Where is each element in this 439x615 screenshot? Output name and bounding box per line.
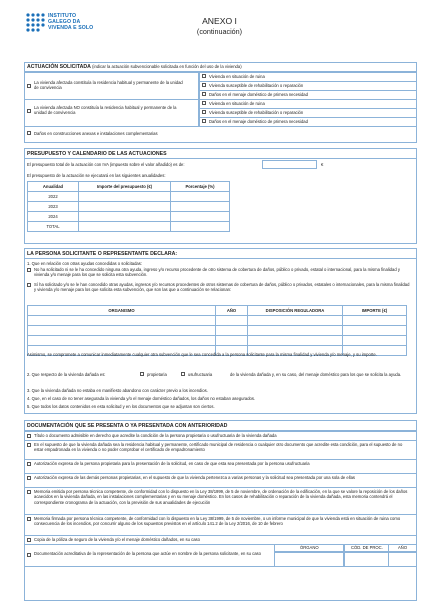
doc-label: Título o documento admisible en derecho que acredite la condición de la persona propietaria o usufructuaria de la vivienda dañada: [34, 433, 277, 438]
doc-checkbox[interactable]: [27, 434, 31, 438]
amount-input[interactable]: [343, 326, 407, 336]
column-header: Porcentaje (%): [171, 182, 230, 192]
usufructuaria-checkbox[interactable]: [181, 372, 185, 376]
option-b-checkbox[interactable]: [27, 283, 31, 287]
option-label: Vivienda en situación de ruina: [209, 74, 265, 79]
table-row: [28, 202, 230, 212]
budget-table: [27, 181, 230, 232]
regulation-input[interactable]: [248, 326, 343, 336]
option-a-checkbox[interactable]: [27, 268, 31, 272]
section-title-note: (indicar la actuación subvencionable solicitada en función del uso de la vivienda): [92, 64, 242, 69]
option-checkbox[interactable]: [202, 110, 206, 114]
percent-input[interactable]: [171, 222, 230, 232]
option-checkbox[interactable]: [202, 119, 206, 123]
table-row: [28, 222, 230, 232]
group1-checkbox[interactable]: [27, 84, 31, 88]
option-checkbox[interactable]: [202, 83, 206, 87]
year-input[interactable]: [216, 336, 248, 346]
option-label: Vivienda en situación de ruina: [209, 101, 265, 106]
doc-checkbox[interactable]: [27, 476, 31, 480]
year-input[interactable]: [216, 326, 248, 336]
option-label: Vivienda susceptible de rehabilitación o reparación: [209, 83, 304, 88]
section-title-text: ACTUACIÓN SOLICITADA: [27, 64, 91, 70]
group1-label: La vivienda afectada constituía la residencia habitual y permanente de la unidad de convivencia: [34, 80, 183, 91]
doc-label: Copia de la póliza de seguro de la vivienda y/o el menaje doméstico dañados, en su caso: [34, 537, 200, 542]
table-header-row: [28, 182, 230, 192]
option-a-label: No ha solicitado ni se le ha concedido ninguna otra ayuda, ingreso y/o recurso procedente de otro sistema de cobertura de daños, público o privado, estatal o internacional, para la misma finalidad y vivienda y/o menaje para los que se solicita esta subvención.: [34, 267, 400, 278]
total-input[interactable]: [262, 160, 317, 169]
currency-symbol: €: [321, 162, 324, 167]
regulation-input[interactable]: [248, 316, 343, 326]
table-header-row: [28, 306, 407, 316]
section-title: DOCUMENTACIÓN QUE SE PRESENTA O YA PRESENTADA CON ANTERIORIDAD: [27, 423, 228, 429]
doc-label: En el supuesto de que la vivienda dañada sea la residencia habitual y permanente, certificado municipal de residencia o cualquier otro documento que acredite esta condición, para el supuesto de no estar empadronada en la vivienda o no poder comprobar el certificado de empadronamiento: [34, 442, 403, 453]
doc-label: Memoria firmada por persona técnica competente, de conformidad con lo dispuesto en la Ley 38/1999, de 5 de noviembre, o un informe municipal de que la vivienda está en situación de ruina como consecuencia de los incendios, por concurrir alguno de los supuestos previstos en el artículo 141.2 de la Ley 2/2016, de 10 de febrero: [34, 516, 401, 527]
page-subtitle: (continuación): [196, 27, 243, 36]
year-cell: 2024: [28, 212, 79, 222]
commitment-text: Asimismo, se compromete a comunicar inmediatamente cualquier otra subvención que le sea concedida a la persona solicitante para la misma finalidad y vivienda y/o menaje, y su importe.: [27, 352, 377, 357]
group2-label: La vivienda afectada NO constituía la residencia habitual y permanente de la unidad de convivencia: [34, 105, 177, 116]
column-header: DISPOSICIÓN REGULADORA: [248, 306, 343, 316]
other-aids-table: [27, 305, 407, 356]
doc-label: Memoria emitida por persona técnica competente, de conformidad con lo dispuesto en la Ley 38/1999, de 5 de noviembre, de ordenación de la edificación, en la que se valore la reposición de los daños acaecidos en la vivienda dañada, en las instalaciones complementarias y en su menaje doméstico. En los casos de rehabilitación o reparación de la vivienda dañada, esta memoria contendrá el correspondiente cronograma de la actuación, con la previsión de sus anualidades de ejecución: [34, 489, 408, 505]
section-title: LA PERSONA SOLICITANTE O REPRESENTANTE DECLARA:: [27, 251, 178, 257]
declaration-item: 3. Que la vivienda dañada no estaba en manifiesto abandono con carácter previo a los incendios.: [27, 388, 208, 393]
doc-checkbox[interactable]: [27, 538, 31, 542]
year-input[interactable]: [216, 316, 248, 326]
amount-input[interactable]: [343, 336, 407, 346]
amount-input[interactable]: [79, 222, 171, 232]
extra-label: Daños en construcciones anexas e instalaciones complementarias: [34, 131, 158, 136]
table-row: [28, 192, 230, 202]
doc-label: Documentación acreditativa de la representación de la persona que actúe en nombre de la persona solicitante, en su caso: [34, 551, 261, 556]
percent-input[interactable]: [171, 212, 230, 222]
regulation-input[interactable]: [248, 336, 343, 346]
amount-input[interactable]: [79, 202, 171, 212]
table-row: [28, 326, 407, 336]
declaration-item: 1. Que en relación con otras ayudas concedidas o solicitadas:: [27, 261, 142, 266]
column-header: CÓD. DE PROC.: [351, 545, 383, 550]
total-label: El presupuesto total de la actuación con IVA (impuesto sobre el valor añadido) es de:: [27, 162, 185, 167]
option-label: Vivienda susceptible de rehabilitación o reparación: [209, 110, 304, 115]
propietaria-checkbox[interactable]: [140, 372, 144, 376]
logo-line: INSTITUTO: [48, 13, 77, 19]
percent-input[interactable]: [171, 192, 230, 202]
divider: [24, 258, 417, 259]
annual-label: El presupuesto de la actuación se ejecutará en las siguientes anualidades:: [27, 173, 166, 178]
total-cell: TOTAL: [28, 222, 79, 232]
column-header: ORGANISMO: [28, 306, 216, 316]
amount-input[interactable]: [79, 192, 171, 202]
divider: [274, 551, 417, 553]
table-row: [28, 316, 407, 326]
column-header: AÑO: [398, 545, 408, 550]
declaration-item: 2. Que respecto de la vivienda dañada es:: [27, 372, 106, 377]
organismo-input[interactable]: [28, 336, 216, 346]
amount-input[interactable]: [343, 316, 407, 326]
doc-label: Autorización expresa de la persona propietaria para la presentación de la solicitud, en caso de que esta sea presentada por la persona usufructuaria: [34, 461, 310, 466]
doc-checkbox[interactable]: [27, 517, 31, 521]
column-header: Anualidad: [28, 182, 79, 192]
declaration-item: 5. Que todos los datos contenidos en esta solicitud y en los documentos que se adjuntan son ciertos.: [27, 404, 215, 409]
option-label: Daños en el menaje doméstico de primera necesidad: [209, 119, 308, 124]
section-title: [27, 64, 242, 71]
year-cell: 2022: [28, 192, 79, 202]
table-row: [28, 212, 230, 222]
year-cell: 2023: [28, 202, 79, 212]
option-checkbox[interactable]: [202, 101, 206, 105]
logo-line: GALEGO DA: [48, 18, 81, 25]
doc-checkbox[interactable]: [27, 490, 31, 494]
usufructuaria-label: usufructuaria: [188, 372, 213, 377]
doc-checkbox[interactable]: [27, 462, 31, 466]
doc-checkbox[interactable]: [27, 443, 31, 447]
section-title: PRESUPUESTO Y CALENDARIO DE LAS ACTUACIONES: [27, 151, 167, 157]
option-label: Daños en el menaje doméstico de primera necesidad: [209, 92, 308, 97]
option-b-label: Sí ha solicitado y/o se le han concedido otras ayudas, ingresos y/o recursos procedentes de otros sistemas de cobertura de daños, público o privados, estatales o internacionales, para la misma finalidad y vivienda y/o menaje para los que solicita esta subvención, que son las que a continuación se relacionan:: [34, 282, 410, 293]
column-header: AÑO: [216, 306, 248, 316]
extra-checkbox[interactable]: [27, 131, 31, 135]
declaration-item-continued: de la vivienda dañada y, en su caso, del menaje doméstico para los que se solicita la ayuda.: [230, 372, 402, 377]
declaration-item: 4. Que, en el caso de no tener asegurada la vivienda y/o el menaje doméstico dañados, los daños no estaban asegurados.: [27, 396, 256, 401]
propietaria-label: propietaria: [147, 372, 167, 377]
group2-checkbox[interactable]: [27, 109, 31, 113]
doc-label: Autorización expresa de las demás personas propietarias, en el supuesto de que la vivienda pertenezca a varias personas y la solicitud sea presentada por una sola de ellas: [34, 475, 356, 480]
percent-input[interactable]: [171, 202, 230, 212]
table-row: [28, 336, 407, 346]
option-checkbox[interactable]: [202, 92, 206, 96]
column-header: IMPORTE (€): [343, 306, 407, 316]
amount-input[interactable]: [79, 212, 171, 222]
divider: [24, 158, 417, 159]
organismo-input[interactable]: [28, 326, 216, 336]
column-header: ÓRGANO: [300, 545, 319, 550]
page-title: ANEXO I: [202, 16, 237, 26]
organismo-input[interactable]: [28, 316, 216, 326]
doc-checkbox[interactable]: [27, 553, 31, 557]
logo-line: VIVENDA E SOLO: [48, 24, 94, 31]
option-checkbox[interactable]: [202, 74, 206, 78]
column-header: Importe del presupuesto (€): [79, 182, 171, 192]
